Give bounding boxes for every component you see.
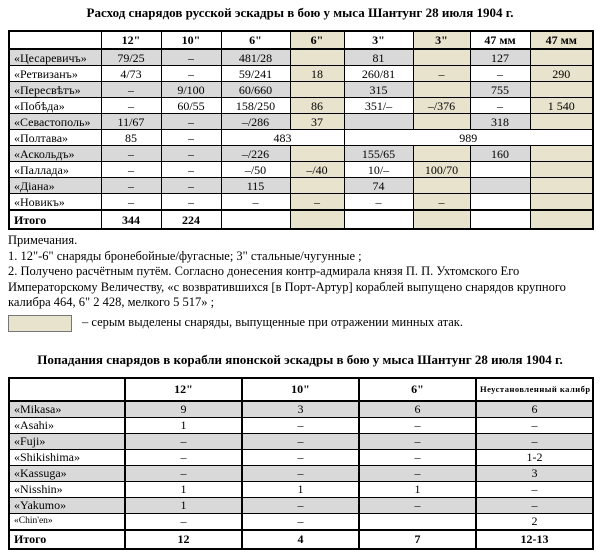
table-row bbox=[9, 98, 593, 114]
table-row bbox=[9, 130, 593, 146]
value-cell: – bbox=[359, 433, 476, 449]
table-row bbox=[9, 417, 593, 433]
value-cell: 755 bbox=[470, 82, 530, 98]
ship-name: «Побѣда» bbox=[9, 98, 101, 114]
ship-name: Итого bbox=[9, 210, 101, 229]
value-cell: – bbox=[470, 66, 530, 82]
table-row bbox=[9, 465, 593, 481]
value-cell: –/40 bbox=[290, 162, 344, 178]
value-cell: 1-2 bbox=[476, 449, 593, 465]
notes-section bbox=[8, 233, 592, 332]
column-header-caliber: 12" bbox=[125, 378, 242, 401]
value-cell: 351/– bbox=[344, 98, 413, 114]
value-cell: – bbox=[161, 162, 221, 178]
value-cell: 344 bbox=[101, 210, 161, 229]
note-item-1: 1. 12"-6" снаряды бронебойные/фугасные; 3" стальные/чугунные ; bbox=[8, 248, 362, 263]
value-cell bbox=[413, 178, 470, 194]
value-cell: 481/28 bbox=[221, 49, 290, 66]
value-cell: 1 bbox=[242, 481, 359, 497]
value-cell: 1 bbox=[359, 481, 476, 497]
value-cell bbox=[530, 82, 593, 98]
value-cell: – bbox=[161, 114, 221, 130]
value-cell: 989 bbox=[344, 130, 593, 146]
value-cell: 155/65 bbox=[344, 146, 413, 162]
value-cell: 9/100 bbox=[161, 82, 221, 98]
value-cell: 18 bbox=[290, 66, 344, 82]
table-row bbox=[9, 114, 593, 130]
table1-body bbox=[9, 49, 593, 229]
ship-name: «Nisshin» bbox=[9, 481, 125, 497]
value-cell bbox=[530, 146, 593, 162]
value-cell: – bbox=[161, 66, 221, 82]
value-cell: – bbox=[101, 178, 161, 194]
column-header-caliber: 10" bbox=[161, 31, 221, 49]
value-cell: 315 bbox=[344, 82, 413, 98]
header-row bbox=[9, 378, 593, 401]
table1-header bbox=[9, 31, 593, 49]
ship-name: «Паллада» bbox=[9, 162, 101, 178]
russian-expenditure-table bbox=[8, 30, 594, 230]
value-cell: – bbox=[242, 465, 359, 481]
value-cell: 4/73 bbox=[101, 66, 161, 82]
ship-name: «Shikishima» bbox=[9, 449, 125, 465]
value-cell: 115 bbox=[221, 178, 290, 194]
value-cell: 100/70 bbox=[413, 162, 470, 178]
value-cell: –/226 bbox=[221, 146, 290, 162]
ship-name: Итого bbox=[9, 530, 125, 549]
value-cell: – bbox=[242, 513, 359, 530]
value-cell: – bbox=[359, 449, 476, 465]
column-header-caliber: 47 мм bbox=[530, 31, 593, 49]
value-cell bbox=[470, 162, 530, 178]
value-cell: – bbox=[476, 433, 593, 449]
value-cell: – bbox=[101, 146, 161, 162]
value-cell: 86 bbox=[290, 98, 344, 114]
value-cell: – bbox=[476, 417, 593, 433]
value-cell bbox=[290, 146, 344, 162]
value-cell: 3 bbox=[242, 401, 359, 418]
value-cell: 2 bbox=[476, 513, 593, 530]
ship-name: «Chin'en» bbox=[9, 513, 125, 530]
value-cell: 1 540 bbox=[530, 98, 593, 114]
value-cell bbox=[413, 82, 470, 98]
value-cell bbox=[470, 210, 530, 229]
value-cell: – bbox=[242, 497, 359, 513]
value-cell: – bbox=[125, 465, 242, 481]
value-cell: 81 bbox=[344, 49, 413, 66]
value-cell: – bbox=[413, 66, 470, 82]
table-row bbox=[9, 49, 593, 66]
value-cell: 7 bbox=[359, 530, 476, 549]
table-row bbox=[9, 513, 593, 530]
column-header-caliber bbox=[9, 378, 125, 401]
ship-name: «Пересвѣтъ» bbox=[9, 82, 101, 98]
value-cell: 60/55 bbox=[161, 98, 221, 114]
value-cell: – bbox=[161, 146, 221, 162]
value-cell: – bbox=[470, 98, 530, 114]
ship-name: «Mikasa» bbox=[9, 401, 125, 418]
value-cell: – bbox=[359, 417, 476, 433]
value-cell: – bbox=[359, 465, 476, 481]
value-cell: 158/250 bbox=[221, 98, 290, 114]
value-cell: 10/– bbox=[344, 162, 413, 178]
value-cell: 1 bbox=[125, 497, 242, 513]
value-cell: – bbox=[125, 433, 242, 449]
value-cell: 318 bbox=[470, 114, 530, 130]
ship-name: «Asahi» bbox=[9, 417, 125, 433]
value-cell: – bbox=[476, 481, 593, 497]
note-item-2: 2. Получено расчётным путём. Согласно донесения контр-адмирала князя П. П. Ухтомского Его Императорскому Величеству, «с возвратившихся [в Порт-Артур] кораблей выпущено снарядов крупного калибра 464, 6" 2 428, мелкого 5 517» ; bbox=[8, 264, 566, 309]
value-cell bbox=[413, 210, 470, 229]
column-header-caliber: Неустановленный калибр bbox=[476, 378, 593, 401]
value-cell bbox=[470, 194, 530, 211]
total-row bbox=[9, 210, 593, 229]
value-cell: – bbox=[242, 417, 359, 433]
ship-name: «Yakumo» bbox=[9, 497, 125, 513]
table-row bbox=[9, 162, 593, 178]
value-cell: – bbox=[125, 513, 242, 530]
ship-name: «Аскольдъ» bbox=[9, 146, 101, 162]
value-cell: 37 bbox=[290, 114, 344, 130]
legend-row bbox=[8, 315, 592, 332]
value-cell bbox=[344, 114, 413, 130]
value-cell: – bbox=[161, 178, 221, 194]
table-row bbox=[9, 497, 593, 513]
value-cell: 160 bbox=[470, 146, 530, 162]
table-row bbox=[9, 66, 593, 82]
beige-swatch-icon bbox=[8, 315, 72, 332]
value-cell: 12 bbox=[125, 530, 242, 549]
value-cell: – bbox=[101, 98, 161, 114]
value-cell: – bbox=[161, 194, 221, 211]
table-row bbox=[9, 178, 593, 194]
value-cell: 4 bbox=[242, 530, 359, 549]
table-row bbox=[9, 401, 593, 418]
value-cell: – bbox=[161, 130, 221, 146]
column-header-caliber: 6" bbox=[290, 31, 344, 49]
value-cell: 11/67 bbox=[101, 114, 161, 130]
value-cell bbox=[413, 114, 470, 130]
table-row bbox=[9, 82, 593, 98]
value-cell bbox=[530, 210, 593, 229]
ship-name: «Діана» bbox=[9, 178, 101, 194]
value-cell: 483 bbox=[221, 130, 344, 146]
value-cell bbox=[470, 178, 530, 194]
value-cell bbox=[221, 210, 290, 229]
value-cell bbox=[344, 210, 413, 229]
value-cell: 12-13 bbox=[476, 530, 593, 549]
value-cell bbox=[530, 162, 593, 178]
value-cell: 260/81 bbox=[344, 66, 413, 82]
value-cell: – bbox=[413, 194, 470, 211]
value-cell bbox=[290, 82, 344, 98]
column-header-caliber: 6" bbox=[359, 378, 476, 401]
column-header-caliber: 3" bbox=[413, 31, 470, 49]
value-cell: – bbox=[290, 194, 344, 211]
ship-name: «Kassuga» bbox=[9, 465, 125, 481]
value-cell bbox=[413, 146, 470, 162]
table1-title: Расход снарядов русской эскадры в бою у мыса Шантунг 28 июля 1904 г. bbox=[86, 5, 514, 20]
legend-text: – серым выделены снаряды, выпущенные при отражении минных атак. bbox=[82, 315, 463, 330]
table-row bbox=[9, 433, 593, 449]
value-cell: – bbox=[359, 497, 476, 513]
ship-name: «Цесаревичъ» bbox=[9, 49, 101, 66]
ship-name: «Полтава» bbox=[9, 130, 101, 146]
value-cell bbox=[530, 194, 593, 211]
value-cell: 127 bbox=[470, 49, 530, 66]
table2-title: Попадания снарядов в корабли японской эскадры в бою у мыса Шантунг 28 июля 1904 г. bbox=[37, 351, 563, 367]
value-cell bbox=[530, 178, 593, 194]
value-cell: – bbox=[242, 449, 359, 465]
value-cell: 3 bbox=[476, 465, 593, 481]
ship-name: «Ретвизанъ» bbox=[9, 66, 101, 82]
value-cell: 1 bbox=[125, 417, 242, 433]
value-cell bbox=[413, 49, 470, 66]
value-cell: – bbox=[344, 194, 413, 211]
value-cell: 1 bbox=[125, 481, 242, 497]
value-cell: 9 bbox=[125, 401, 242, 418]
column-header-caliber: 12" bbox=[101, 31, 161, 49]
column-header-caliber: 10" bbox=[242, 378, 359, 401]
value-cell: 60/660 bbox=[221, 82, 290, 98]
column-header-caliber: 6" bbox=[221, 31, 290, 49]
value-cell: – bbox=[125, 449, 242, 465]
ship-name: «Новикъ» bbox=[9, 194, 101, 211]
table-row bbox=[9, 146, 593, 162]
value-cell: 6 bbox=[359, 401, 476, 418]
value-cell: – bbox=[242, 433, 359, 449]
value-cell: – bbox=[476, 497, 593, 513]
value-cell: – bbox=[161, 49, 221, 66]
value-cell: – bbox=[221, 194, 290, 211]
value-cell: 6 bbox=[476, 401, 593, 418]
value-cell: 74 bbox=[344, 178, 413, 194]
table-row bbox=[9, 194, 593, 211]
value-cell: 224 bbox=[161, 210, 221, 229]
table2-header bbox=[9, 378, 593, 401]
total-row bbox=[9, 530, 593, 549]
value-cell bbox=[359, 513, 476, 530]
value-cell: 85 bbox=[101, 130, 161, 146]
value-cell: 290 bbox=[530, 66, 593, 82]
value-cell: –/376 bbox=[413, 98, 470, 114]
value-cell: – bbox=[101, 162, 161, 178]
value-cell bbox=[290, 210, 344, 229]
value-cell bbox=[530, 49, 593, 66]
notes-heading: Примечания. bbox=[8, 233, 78, 247]
value-cell: – bbox=[101, 82, 161, 98]
ship-name: «Севастополь» bbox=[9, 114, 101, 130]
japanese-hits-table bbox=[8, 377, 594, 550]
value-cell: –/50 bbox=[221, 162, 290, 178]
table-row bbox=[9, 449, 593, 465]
column-header-caliber: 3" bbox=[344, 31, 413, 49]
value-cell: 59/241 bbox=[221, 66, 290, 82]
value-cell bbox=[290, 49, 344, 66]
value-cell: 79/25 bbox=[101, 49, 161, 66]
column-header-caliber bbox=[9, 31, 101, 49]
value-cell: –/286 bbox=[221, 114, 290, 130]
table-row bbox=[9, 481, 593, 497]
value-cell bbox=[530, 114, 593, 130]
header-row bbox=[9, 31, 593, 49]
ship-name: «Fuji» bbox=[9, 433, 125, 449]
column-header-caliber: 47 мм bbox=[470, 31, 530, 49]
value-cell bbox=[290, 178, 344, 194]
table2-body bbox=[9, 401, 593, 549]
value-cell: – bbox=[101, 194, 161, 211]
